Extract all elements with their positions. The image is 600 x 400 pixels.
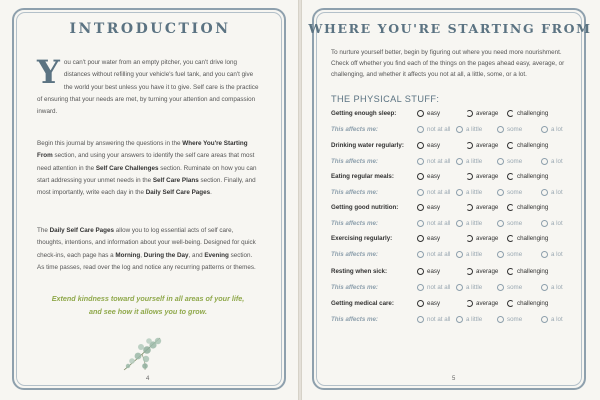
affect-option-label: not at all <box>427 126 451 133</box>
difficulty-option-easy[interactable] <box>417 173 440 180</box>
checklist-item-label: Eating regular meals: <box>331 173 394 180</box>
checkbox-circle-icon[interactable] <box>417 110 424 117</box>
checklist-item-row <box>331 235 581 247</box>
affects-me-row <box>331 126 581 138</box>
affect-option-label: a little <box>466 189 483 196</box>
affect-option-label: not at all <box>427 158 451 165</box>
checkbox-circle-icon[interactable] <box>497 158 504 165</box>
affect-option-label: some <box>507 158 523 165</box>
p3-bold-h: Evening <box>204 251 229 259</box>
checkbox-circle-icon[interactable] <box>417 235 424 242</box>
difficulty-option-easy[interactable] <box>417 235 440 242</box>
checklist-item-label: Getting good nutrition: <box>331 204 399 211</box>
checkbox-circle-icon[interactable] <box>456 189 463 196</box>
affects-me-label: This affects me: <box>331 220 378 227</box>
affect-option-a-lot[interactable] <box>541 189 563 196</box>
affect-option-label: not at all <box>427 284 451 291</box>
difficulty-option-average[interactable] <box>466 268 498 275</box>
affect-option-not-at-all[interactable] <box>417 316 450 323</box>
checkbox-circle-icon[interactable] <box>456 126 463 133</box>
checkbox-circle-icon[interactable] <box>417 204 424 211</box>
affect-option-label: not at all <box>427 189 451 196</box>
affect-option-not-at-all[interactable] <box>417 251 450 258</box>
affect-option-some[interactable] <box>497 126 522 133</box>
affect-option-label: not at all <box>427 251 451 258</box>
affects-me-label: This affects me: <box>331 284 378 291</box>
difficulty-option-challenging[interactable] <box>507 235 548 242</box>
quote-line-1: Extend kindness toward yourself in all areas of your life, <box>51 294 245 303</box>
p3-bold-d: Morning <box>115 251 141 259</box>
difficulty-option-average[interactable] <box>466 204 498 211</box>
checkbox-circle-icon[interactable] <box>466 173 473 180</box>
difficulty-option-label: challenging <box>517 142 549 149</box>
checkbox-circle-icon[interactable] <box>541 284 548 291</box>
checkbox-circle-icon[interactable] <box>417 316 424 323</box>
affect-option-a-little[interactable] <box>456 284 482 291</box>
checkbox-circle-icon[interactable] <box>417 158 424 165</box>
checkbox-circle-icon[interactable] <box>541 189 548 196</box>
p2-bold-d: Self Care Challenges <box>95 164 159 172</box>
checklist-item-row <box>331 300 581 312</box>
checkbox-circle-icon[interactable] <box>541 251 548 258</box>
checkbox-circle-icon[interactable] <box>507 204 514 211</box>
difficulty-option-average[interactable] <box>466 142 498 149</box>
p3-text-i: section. As time passes, read over the log and notice any recurring patterns or themes. <box>37 251 256 271</box>
checkbox-circle-icon[interactable] <box>417 300 424 307</box>
checkbox-circle-icon[interactable] <box>497 251 504 258</box>
checkbox-circle-icon[interactable] <box>497 220 504 227</box>
checkbox-circle-icon[interactable] <box>497 284 504 291</box>
affects-me-label: This affects me: <box>331 158 378 165</box>
intro-paragraph-2 <box>37 138 259 199</box>
p2-text-a: Begin this journal by answering the questions in the <box>37 140 183 147</box>
difficulty-option-label: easy <box>427 173 441 180</box>
p2-bold-h: Daily Self Care Pages <box>145 189 211 197</box>
checkbox-circle-icon[interactable] <box>417 251 424 258</box>
checkbox-circle-icon[interactable] <box>466 204 473 211</box>
checkbox-circle-icon[interactable] <box>417 220 424 227</box>
difficulty-option-label: average <box>476 300 499 307</box>
checklist-item-row <box>331 110 581 122</box>
checkbox-circle-icon[interactable] <box>417 189 424 196</box>
p2-bold-b: Where You're Starting From <box>37 140 248 160</box>
difficulty-option-label: challenging <box>517 235 549 242</box>
affect-option-a-little[interactable] <box>456 158 482 165</box>
p3-text-g: , and <box>188 251 205 259</box>
affect-option-label: a lot <box>551 189 563 196</box>
difficulty-option-label: easy <box>427 204 441 211</box>
affects-me-row <box>331 316 581 328</box>
affect-option-some[interactable] <box>497 284 522 291</box>
difficulty-option-label: average <box>476 110 499 117</box>
affect-option-a-lot[interactable] <box>541 158 563 165</box>
affect-option-some[interactable] <box>497 158 522 165</box>
difficulty-option-challenging[interactable] <box>507 110 548 117</box>
drop-cap: Y <box>37 53 60 91</box>
affects-me-label: This affects me: <box>331 316 378 323</box>
affect-option-label: not at all <box>427 220 451 227</box>
eucalyptus-sprig-illustration <box>120 332 170 374</box>
difficulty-option-label: average <box>476 268 499 275</box>
difficulty-option-average[interactable] <box>466 173 498 180</box>
affect-option-some[interactable] <box>497 220 522 227</box>
checklist-item-row <box>331 268 581 280</box>
affect-option-label: some <box>507 220 523 227</box>
checkbox-circle-icon[interactable] <box>456 316 463 323</box>
difficulty-option-challenging[interactable] <box>507 173 548 180</box>
affect-option-a-lot[interactable] <box>541 220 563 227</box>
affect-option-a-little[interactable] <box>456 126 482 133</box>
affect-option-label: some <box>507 251 523 258</box>
quote-line-2: and see how it allows you to grow. <box>89 306 207 316</box>
checklist-item-label: Exercising regularly: <box>331 235 393 242</box>
checkbox-circle-icon[interactable] <box>541 220 548 227</box>
affects-me-label: This affects me: <box>331 126 378 133</box>
affects-me-row <box>331 251 581 263</box>
affect-option-a-little[interactable] <box>456 220 482 227</box>
affect-option-label: a lot <box>551 126 563 133</box>
intro-paragraph-1-text: ou can't pour water from an empty pitcher, you can't drive long distances without refilling your vehicle's fuel tank, and you can't give the world your best unless you have it to give. Self care is the practice of ensuring that your needs are met, by turning your attention and compassion inward. <box>37 59 259 116</box>
checkbox-circle-icon[interactable] <box>466 235 473 242</box>
affect-option-label: a little <box>466 251 483 258</box>
difficulty-option-label: easy <box>427 268 441 275</box>
p3-text-e: , <box>140 251 144 259</box>
p2-text-g: section. Finally, and most importantly, write each day in the <box>37 176 256 197</box>
difficulty-option-label: average <box>476 142 499 149</box>
difficulty-option-label: easy <box>427 300 441 307</box>
difficulty-option-label: challenging <box>517 110 549 117</box>
affect-option-not-at-all[interactable] <box>417 220 450 227</box>
p2-text-e: section. Ruminate on how you can start addressing your unmet needs in the <box>37 164 257 184</box>
p2-bold-f: Self Care Plans <box>152 176 199 184</box>
difficulty-option-easy[interactable] <box>417 110 440 117</box>
affects-me-row <box>331 158 581 170</box>
difficulty-option-label: challenging <box>517 173 549 180</box>
checklist-item-row <box>331 204 581 216</box>
checklist-item-label: Getting enough sleep: <box>331 110 397 117</box>
checkbox-circle-icon[interactable] <box>497 126 504 133</box>
p3-text-a: The <box>37 227 50 234</box>
checklist-item-label: Resting when sick: <box>331 268 388 275</box>
affect-option-a-little[interactable] <box>456 251 482 258</box>
affect-option-some[interactable] <box>497 316 522 323</box>
left-page-number: 4 <box>146 376 150 382</box>
checkbox-circle-icon[interactable] <box>417 284 424 291</box>
affect-option-label: a lot <box>551 316 563 323</box>
checkbox-circle-icon[interactable] <box>417 126 424 133</box>
checkbox-circle-icon[interactable] <box>507 173 514 180</box>
affect-option-not-at-all[interactable] <box>417 189 450 196</box>
affects-me-row <box>331 220 581 232</box>
affect-option-some[interactable] <box>497 251 522 258</box>
affects-me-row <box>331 284 581 296</box>
checkbox-circle-icon[interactable] <box>466 268 473 275</box>
difficulty-option-label: challenging <box>517 204 549 211</box>
difficulty-option-label: easy <box>427 142 441 149</box>
checklist-item-label: Getting medical care: <box>331 300 394 307</box>
checkbox-circle-icon[interactable] <box>497 316 504 323</box>
intro-paragraph-1 <box>37 53 259 118</box>
checkbox-circle-icon[interactable] <box>456 220 463 227</box>
affect-option-label: a little <box>466 316 483 323</box>
p2-text-i: . <box>210 189 212 197</box>
checkbox-circle-icon[interactable] <box>466 110 473 117</box>
difficulty-option-average[interactable] <box>466 300 498 307</box>
checkbox-circle-icon[interactable] <box>466 300 473 307</box>
affect-option-label: a lot <box>551 158 563 165</box>
p3-bold-b: Daily Self Care Pages <box>49 227 115 234</box>
affect-option-label: a little <box>466 158 483 165</box>
affect-option-label: a little <box>466 126 483 133</box>
difficulty-option-average[interactable] <box>466 235 498 242</box>
difficulty-option-challenging[interactable] <box>507 268 548 275</box>
affect-option-a-lot[interactable] <box>541 126 563 133</box>
affect-option-label: not at all <box>427 316 451 323</box>
starting-from-intro: To nurture yourself better, begin by figuring out where you need more nourishment. Check off whether you find each of the things on the pages ahead easy, average, or challenging, and whether it affects you not at all, a little, some, or a lot. <box>331 49 565 79</box>
checkbox-circle-icon[interactable] <box>541 316 548 323</box>
affect-option-a-little[interactable] <box>456 316 482 323</box>
difficulty-option-challenging[interactable] <box>507 300 548 307</box>
difficulty-option-label: average <box>476 204 499 211</box>
intro-paragraph-3 <box>37 225 259 274</box>
affect-option-label: some <box>507 189 523 196</box>
checkbox-circle-icon[interactable] <box>507 110 514 117</box>
checkbox-circle-icon[interactable] <box>456 284 463 291</box>
affects-me-label: This affects me: <box>331 251 378 258</box>
affect-option-label: a lot <box>551 220 563 227</box>
affect-option-a-little[interactable] <box>456 189 482 196</box>
checkbox-circle-icon[interactable] <box>417 173 424 180</box>
starting-from-title: WHERE YOU'RE STARTING FROM <box>308 21 592 36</box>
difficulty-option-easy[interactable] <box>417 142 440 149</box>
affect-option-label: a little <box>466 284 483 291</box>
p2-text-c: section, and using your answers to identify the self care areas that most need attention in the <box>37 152 255 172</box>
checkbox-circle-icon[interactable] <box>541 126 548 133</box>
affects-me-row <box>331 189 581 201</box>
affect-option-not-at-all[interactable] <box>417 126 450 133</box>
right-page-number: 5 <box>452 376 456 382</box>
affect-option-a-lot[interactable] <box>541 251 563 258</box>
difficulty-option-label: easy <box>427 235 441 242</box>
physical-stuff-heading: THE PHYSICAL STUFF: <box>331 94 440 104</box>
checkbox-circle-icon[interactable] <box>456 251 463 258</box>
checkbox-circle-icon[interactable] <box>507 268 514 275</box>
affects-me-label: This affects me: <box>331 189 378 196</box>
difficulty-option-label: easy <box>427 110 441 117</box>
affect-option-label: some <box>507 316 523 323</box>
checkbox-circle-icon[interactable] <box>541 158 548 165</box>
affect-option-label: some <box>507 284 523 291</box>
difficulty-option-average[interactable] <box>466 110 498 117</box>
checkbox-circle-icon[interactable] <box>507 235 514 242</box>
p3-text-c: allow you to log essential acts of self care, thoughts, intentions, and information about your well-being. Designed for quick check-ins, each page has a <box>37 227 256 259</box>
checkbox-circle-icon[interactable] <box>507 142 514 149</box>
checklist-item-row <box>331 142 581 154</box>
kindness-quote <box>37 293 259 318</box>
p3-bold-f: During the Day <box>143 251 189 259</box>
checkbox-circle-icon[interactable] <box>456 158 463 165</box>
difficulty-option-easy[interactable] <box>417 300 440 307</box>
affect-option-label: some <box>507 126 523 133</box>
checklist-item-row <box>331 173 581 185</box>
book-gutter <box>298 0 302 400</box>
intro-title: INTRODUCTION <box>69 21 231 37</box>
checklist-item-label: Drinking water regularly: <box>331 142 404 149</box>
checkbox-circle-icon[interactable] <box>417 268 424 275</box>
difficulty-option-challenging[interactable] <box>507 142 548 149</box>
checkbox-circle-icon[interactable] <box>466 142 473 149</box>
affect-option-a-lot[interactable] <box>541 316 563 323</box>
difficulty-option-label: challenging <box>517 268 549 275</box>
difficulty-option-label: challenging <box>517 300 549 307</box>
checkbox-circle-icon[interactable] <box>497 189 504 196</box>
affect-option-label: a little <box>466 220 483 227</box>
difficulty-option-challenging[interactable] <box>507 204 548 211</box>
difficulty-option-easy[interactable] <box>417 204 440 211</box>
difficulty-option-label: average <box>476 235 499 242</box>
affect-option-not-at-all[interactable] <box>417 158 450 165</box>
checkbox-circle-icon[interactable] <box>507 300 514 307</box>
difficulty-option-easy[interactable] <box>417 268 440 275</box>
affect-option-some[interactable] <box>497 189 522 196</box>
affect-option-label: a lot <box>551 251 563 258</box>
checkbox-circle-icon[interactable] <box>417 142 424 149</box>
affect-option-not-at-all[interactable] <box>417 284 450 291</box>
affect-option-a-lot[interactable] <box>541 284 563 291</box>
difficulty-option-label: average <box>476 173 499 180</box>
affect-option-label: a lot <box>551 284 563 291</box>
